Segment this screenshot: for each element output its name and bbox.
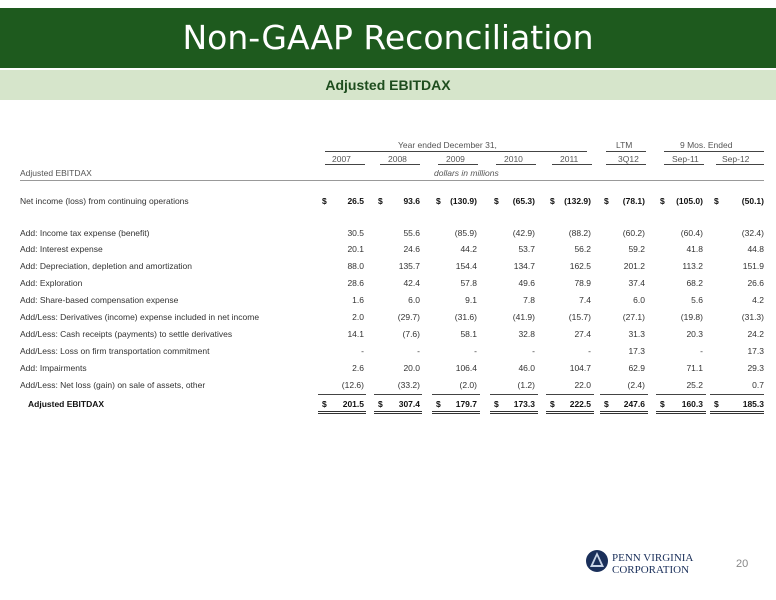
row-label: Add/Less: Cash receipts (payments) to settle derivatives bbox=[20, 329, 233, 339]
row-label: Add/Less: Derivatives (income) expense included in net income bbox=[20, 312, 260, 322]
col-underline bbox=[380, 164, 420, 165]
row-label: Add: Impairments bbox=[20, 363, 87, 373]
col-header-3q12: 3Q12 bbox=[618, 154, 639, 164]
value-cell: 22.0 bbox=[574, 380, 591, 390]
logo-line-2: CORPORATION bbox=[612, 564, 690, 576]
currency-symbol: $ bbox=[714, 399, 719, 409]
value-cell: (19.8) bbox=[680, 312, 703, 322]
value-cell: 56.2 bbox=[574, 244, 591, 254]
value-cell: (42.9) bbox=[512, 228, 535, 238]
currency-symbol: $ bbox=[660, 399, 665, 409]
currency-symbol: $ bbox=[322, 399, 327, 409]
value-cell: - bbox=[588, 346, 591, 356]
value-cell: 42.4 bbox=[403, 278, 420, 288]
penn-virginia-logo-icon bbox=[586, 548, 608, 574]
value-cell: 2.6 bbox=[352, 363, 364, 373]
units-label: dollars in millions bbox=[434, 168, 499, 178]
col-underline bbox=[716, 164, 764, 165]
value-cell: (85.9) bbox=[454, 228, 477, 238]
value-cell: (65.3) bbox=[512, 196, 535, 206]
slide-title: Non-GAAP Reconciliation bbox=[182, 18, 594, 57]
value-cell: 9.1 bbox=[465, 295, 477, 305]
value-cell: 222.5 bbox=[569, 399, 591, 409]
value-cell: 1.6 bbox=[352, 295, 364, 305]
value-cell: 24.2 bbox=[747, 329, 764, 339]
col-underline bbox=[664, 164, 704, 165]
value-cell: 173.3 bbox=[513, 399, 535, 409]
value-cell: 4.2 bbox=[752, 295, 764, 305]
value-cell: 27.4 bbox=[574, 329, 591, 339]
col-header-2011: 2011 bbox=[560, 154, 579, 164]
value-cell: 31.3 bbox=[628, 329, 645, 339]
value-cell: (2.0) bbox=[459, 380, 477, 390]
value-cell: 28.6 bbox=[347, 278, 364, 288]
currency-symbol: $ bbox=[550, 196, 555, 206]
value-cell: 17.3 bbox=[747, 346, 764, 356]
value-cell: 113.2 bbox=[682, 261, 703, 271]
currency-symbol: $ bbox=[436, 196, 441, 206]
value-cell: 25.2 bbox=[686, 380, 703, 390]
total-double-rule bbox=[656, 411, 706, 414]
value-cell: 160.3 bbox=[681, 399, 703, 409]
row-label: Add: Depreciation, depletion and amortization bbox=[20, 261, 192, 271]
subtotal-rule bbox=[490, 394, 538, 395]
subtotal-rule bbox=[546, 394, 594, 395]
value-cell: 29.3 bbox=[747, 363, 764, 373]
currency-symbol: $ bbox=[494, 399, 499, 409]
value-cell: (27.1) bbox=[622, 312, 645, 322]
col-underline bbox=[438, 164, 478, 165]
value-cell: 0.7 bbox=[752, 380, 764, 390]
value-cell: 17.3 bbox=[628, 346, 645, 356]
value-cell: (60.2) bbox=[622, 228, 645, 238]
value-cell: 37.4 bbox=[628, 278, 645, 288]
value-cell: 88.0 bbox=[347, 261, 364, 271]
col-header-2010: 2010 bbox=[504, 154, 523, 164]
total-row-label: Adjusted EBITDAX bbox=[28, 399, 105, 409]
value-cell: 57.8 bbox=[460, 278, 477, 288]
value-cell: (60.4) bbox=[680, 228, 703, 238]
value-cell: 201.2 bbox=[623, 261, 645, 271]
value-cell: 26.5 bbox=[347, 196, 364, 206]
value-cell: (2.4) bbox=[627, 380, 645, 390]
currency-symbol: $ bbox=[494, 196, 499, 206]
currency-symbol: $ bbox=[604, 196, 609, 206]
col-underline bbox=[496, 164, 536, 165]
col-header-2007: 2007 bbox=[332, 154, 351, 164]
row-label: Add: Exploration bbox=[20, 278, 83, 288]
value-cell: 104.7 bbox=[569, 363, 591, 373]
subtotal-rule bbox=[656, 394, 706, 395]
value-cell: (50.1) bbox=[741, 196, 764, 206]
value-cell: 41.8 bbox=[686, 244, 703, 254]
value-cell: 68.2 bbox=[686, 278, 703, 288]
company-logo-text bbox=[612, 552, 693, 576]
value-cell: (132.9) bbox=[564, 196, 591, 206]
value-cell: (7.6) bbox=[402, 329, 420, 339]
value-cell: 6.0 bbox=[408, 295, 420, 305]
value-cell: 44.8 bbox=[747, 244, 764, 254]
value-cell: - bbox=[532, 346, 535, 356]
value-cell: 154.4 bbox=[455, 261, 477, 271]
value-cell: (130.9) bbox=[450, 196, 477, 206]
value-cell: (31.3) bbox=[741, 312, 764, 322]
row-label: Add: Income tax expense (benefit) bbox=[20, 228, 150, 238]
row-label: Add: Share-based compensation expense bbox=[20, 295, 179, 305]
value-cell: 247.6 bbox=[623, 399, 645, 409]
value-cell: - bbox=[474, 346, 477, 356]
total-double-rule bbox=[600, 411, 648, 414]
value-cell: 78.9 bbox=[574, 278, 591, 288]
value-cell: 20.1 bbox=[347, 244, 364, 254]
value-cell: (41.9) bbox=[512, 312, 535, 322]
col-underline bbox=[552, 164, 592, 165]
currency-symbol: $ bbox=[436, 399, 441, 409]
total-double-rule bbox=[546, 411, 594, 414]
subtotal-rule bbox=[374, 394, 422, 395]
subtotal-rule bbox=[600, 394, 648, 395]
value-cell: (12.6) bbox=[341, 380, 364, 390]
value-cell: 30.5 bbox=[347, 228, 364, 238]
value-cell: 307.4 bbox=[398, 399, 420, 409]
total-double-rule bbox=[318, 411, 366, 414]
value-cell: 135.7 bbox=[398, 261, 420, 271]
value-cell: (1.2) bbox=[517, 380, 535, 390]
value-cell: 26.6 bbox=[747, 278, 764, 288]
col-header-2008: 2008 bbox=[388, 154, 407, 164]
row-label: Add/Less: Loss on firm transportation commitment bbox=[20, 346, 210, 356]
col-header-sep-12: Sep-12 bbox=[722, 154, 750, 164]
col-header-sep-11: Sep-11 bbox=[672, 154, 699, 164]
group-header-year-ended: Year ended December 31, bbox=[398, 140, 497, 150]
value-cell: 20.0 bbox=[403, 363, 420, 373]
value-cell: 106.4 bbox=[455, 363, 477, 373]
row-label: Net income (loss) from continuing operations bbox=[20, 196, 189, 206]
value-cell: (33.2) bbox=[397, 380, 420, 390]
value-cell: 5.6 bbox=[691, 295, 703, 305]
page-number: 20 bbox=[736, 558, 749, 570]
row-label: Add: Interest expense bbox=[20, 244, 103, 254]
group-underline-year bbox=[325, 151, 587, 152]
value-cell: 46.0 bbox=[518, 363, 535, 373]
value-cell: (29.7) bbox=[397, 312, 420, 322]
currency-symbol: $ bbox=[604, 399, 609, 409]
value-cell: 62.9 bbox=[628, 363, 645, 373]
value-cell: (32.4) bbox=[741, 228, 764, 238]
subtotal-rule bbox=[432, 394, 480, 395]
value-cell: 7.4 bbox=[579, 295, 591, 305]
subtotal-rule bbox=[710, 394, 764, 395]
value-cell: 32.8 bbox=[518, 329, 535, 339]
currency-symbol: $ bbox=[322, 196, 327, 206]
subtotal-rule bbox=[318, 394, 366, 395]
group-header-ltm: LTM bbox=[616, 140, 633, 150]
value-cell: 49.6 bbox=[518, 278, 535, 288]
value-cell: - bbox=[361, 346, 364, 356]
value-cell: 58.1 bbox=[460, 329, 477, 339]
section-label: Adjusted EBITDAX bbox=[20, 168, 92, 178]
value-cell: 14.1 bbox=[347, 329, 364, 339]
value-cell: 201.5 bbox=[342, 399, 364, 409]
value-cell: 2.0 bbox=[352, 312, 364, 322]
value-cell: 55.6 bbox=[403, 228, 420, 238]
group-header-nine-months: 9 Mos. Ended bbox=[680, 140, 733, 150]
value-cell: 59.2 bbox=[628, 244, 645, 254]
value-cell: (88.2) bbox=[568, 228, 591, 238]
value-cell: 134.7 bbox=[513, 261, 535, 271]
value-cell: (31.6) bbox=[454, 312, 477, 322]
header-rule bbox=[20, 180, 764, 181]
value-cell: 185.3 bbox=[742, 399, 764, 409]
value-cell: 6.0 bbox=[633, 295, 645, 305]
total-double-rule bbox=[490, 411, 538, 414]
col-header-2009: 2009 bbox=[446, 154, 465, 164]
value-cell: - bbox=[417, 346, 420, 356]
value-cell: 24.6 bbox=[403, 244, 420, 254]
value-cell: (15.7) bbox=[568, 312, 591, 322]
value-cell: - bbox=[700, 346, 703, 356]
col-underline bbox=[606, 164, 646, 165]
row-label: Add/Less: Net loss (gain) on sale of assets, other bbox=[20, 380, 206, 390]
total-double-rule bbox=[710, 411, 764, 414]
group-underline-ltm bbox=[606, 151, 646, 152]
value-cell: 44.2 bbox=[460, 244, 477, 254]
value-cell: 179.7 bbox=[455, 399, 477, 409]
value-cell: (105.0) bbox=[676, 196, 703, 206]
value-cell: 151.9 bbox=[742, 261, 764, 271]
value-cell: 93.6 bbox=[403, 196, 420, 206]
logo-line-1: PENN VIRGINIA bbox=[612, 552, 694, 564]
currency-symbol: $ bbox=[714, 196, 719, 206]
value-cell: 162.5 bbox=[569, 261, 591, 271]
value-cell: 53.7 bbox=[518, 244, 535, 254]
currency-symbol: $ bbox=[378, 196, 383, 206]
value-cell: (78.1) bbox=[622, 196, 645, 206]
currency-symbol: $ bbox=[378, 399, 383, 409]
value-cell: 71.1 bbox=[686, 363, 703, 373]
currency-symbol: $ bbox=[550, 399, 555, 409]
group-underline-nine bbox=[664, 151, 764, 152]
value-cell: 7.8 bbox=[523, 295, 535, 305]
value-cell: 20.3 bbox=[686, 329, 703, 339]
total-double-rule bbox=[374, 411, 422, 414]
currency-symbol: $ bbox=[660, 196, 665, 206]
total-double-rule bbox=[432, 411, 480, 414]
slide-subtitle: Adjusted EBITDAX bbox=[325, 77, 451, 93]
col-underline bbox=[325, 164, 365, 165]
